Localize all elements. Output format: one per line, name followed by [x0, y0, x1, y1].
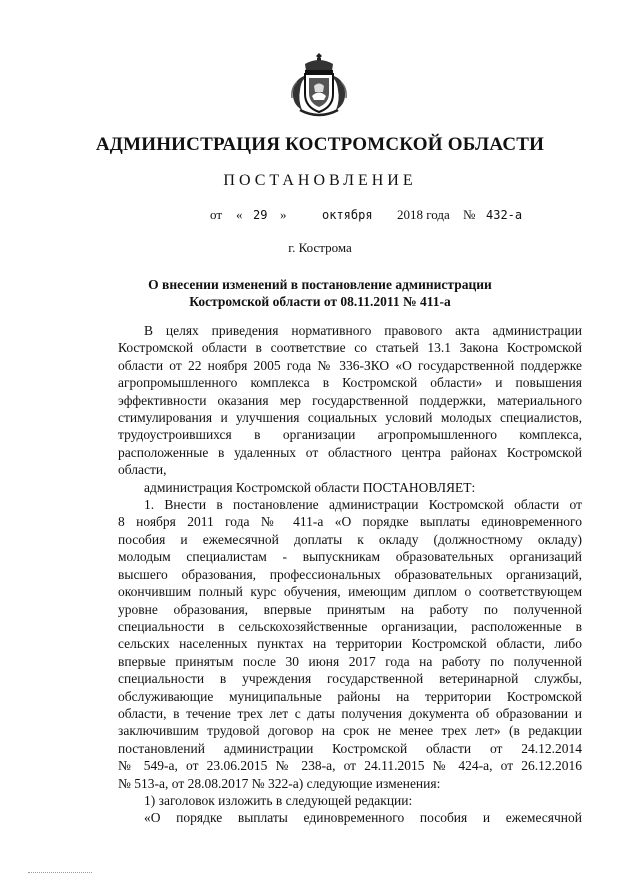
body-line: уровне образования, впервые принятым на работу по полученной [118, 601, 582, 617]
title-line: Костромской области от 08.11.2011 № 411-а [189, 294, 451, 309]
body-line: агропромышленного комплекса в Костромской области» и повышения [118, 375, 582, 391]
city: г. Кострома [288, 240, 352, 255]
body-line: обслуживающие муниципальные районы на территории Костромской [118, 688, 582, 704]
body-line: № 513-а, от 28.08.2017 № 322-а) следующие изменения: [118, 775, 441, 791]
document-title [0, 276, 640, 310]
footer-divider [28, 872, 92, 873]
body-line: постановлений администрации Костромской области от 24.12.2014 [118, 740, 582, 756]
body-line: специальности в учреждения государственной ветеринарной службы, [118, 671, 582, 687]
body-line: трудоустроившихся в организации агропромышленного комплекса, [118, 427, 582, 443]
body-line: впервые принятым после 30 июня 2017 года на работу по полученной [118, 653, 582, 669]
date-quote-close: » [280, 207, 287, 222]
body-line: специальности в сельскохозяйственные организации, расположенные в [118, 618, 582, 634]
date-quote-open: « [236, 207, 243, 222]
number-sign: № [463, 207, 476, 222]
body-line: заключившим трудовой договор на срок не менее трех лет» (в редакции [118, 723, 582, 739]
body-line: области, в течение трех лет с даты получения документа об образовании и [118, 705, 582, 721]
body-line: В целях приведения нормативного правового акта администрации [144, 323, 582, 338]
date-day: 29 [253, 208, 268, 222]
title-line: О внесении изменений в постановление администрации [148, 277, 492, 292]
date-prefix: от [210, 207, 223, 222]
body-line: пособия и ежемесячной доплаты к окладу (должностному окладу) [118, 531, 582, 547]
document-type: ПОСТАНОВЛЕНИЕ [223, 172, 417, 189]
body-line: высшего образования, профессиональных образовательных организаций, [118, 566, 582, 582]
body-line: «О порядке выплаты единовременного пособия и ежемесячной [144, 810, 582, 826]
body-line: окончившим полный курс обучения, имеющим диплом о соответствующем [118, 584, 582, 600]
body-line: области, [118, 462, 167, 478]
document-number: 432-а [486, 208, 523, 222]
body-line: сельских населенных пунктах на территории Костромской области, либо [118, 636, 582, 652]
document-body [118, 322, 582, 827]
organization-name: АДМИНИСТРАЦИЯ КОСТРОМСКОЙ ОБЛАСТИ [95, 134, 545, 155]
date-year: 2018 года [397, 207, 450, 222]
body-line: 1. Внести в постановление администрации Костромской области от [144, 497, 582, 513]
body-line: 1) заголовок изложить в следующей редакции: [144, 792, 413, 808]
body-line: расположенные в удаленных от областного центра районах Костромской [118, 444, 582, 460]
body-line: молодым специалистам - выпускникам образовательных организаций [118, 549, 582, 565]
date-month: октября [322, 208, 373, 222]
body-line: 8 ноября 2011 года № 411-а «О порядке выплаты единовременного [118, 514, 582, 530]
body-line: стимулирования и улучшения социальных условий молодых специалистов, [118, 410, 582, 426]
body-line: Костромской области в соответствие со статьей 13.1 Закона Костромской [118, 340, 582, 356]
body-line: № 549-а, от 23.06.2015 № 238-а, от 24.11.2015 № 424-а, от 26.12.2016 [118, 758, 582, 774]
body-line: эффективности оказания мер государственной поддержки, материального [118, 392, 582, 408]
body-line: администрация Костромской области ПОСТАНОВЛЯЕТ: [144, 479, 476, 495]
body-line: области от 22 ноября 2005 года № 336-ЗКО «О государственной поддержке [118, 357, 582, 373]
coat-of-arms-icon [288, 52, 350, 118]
